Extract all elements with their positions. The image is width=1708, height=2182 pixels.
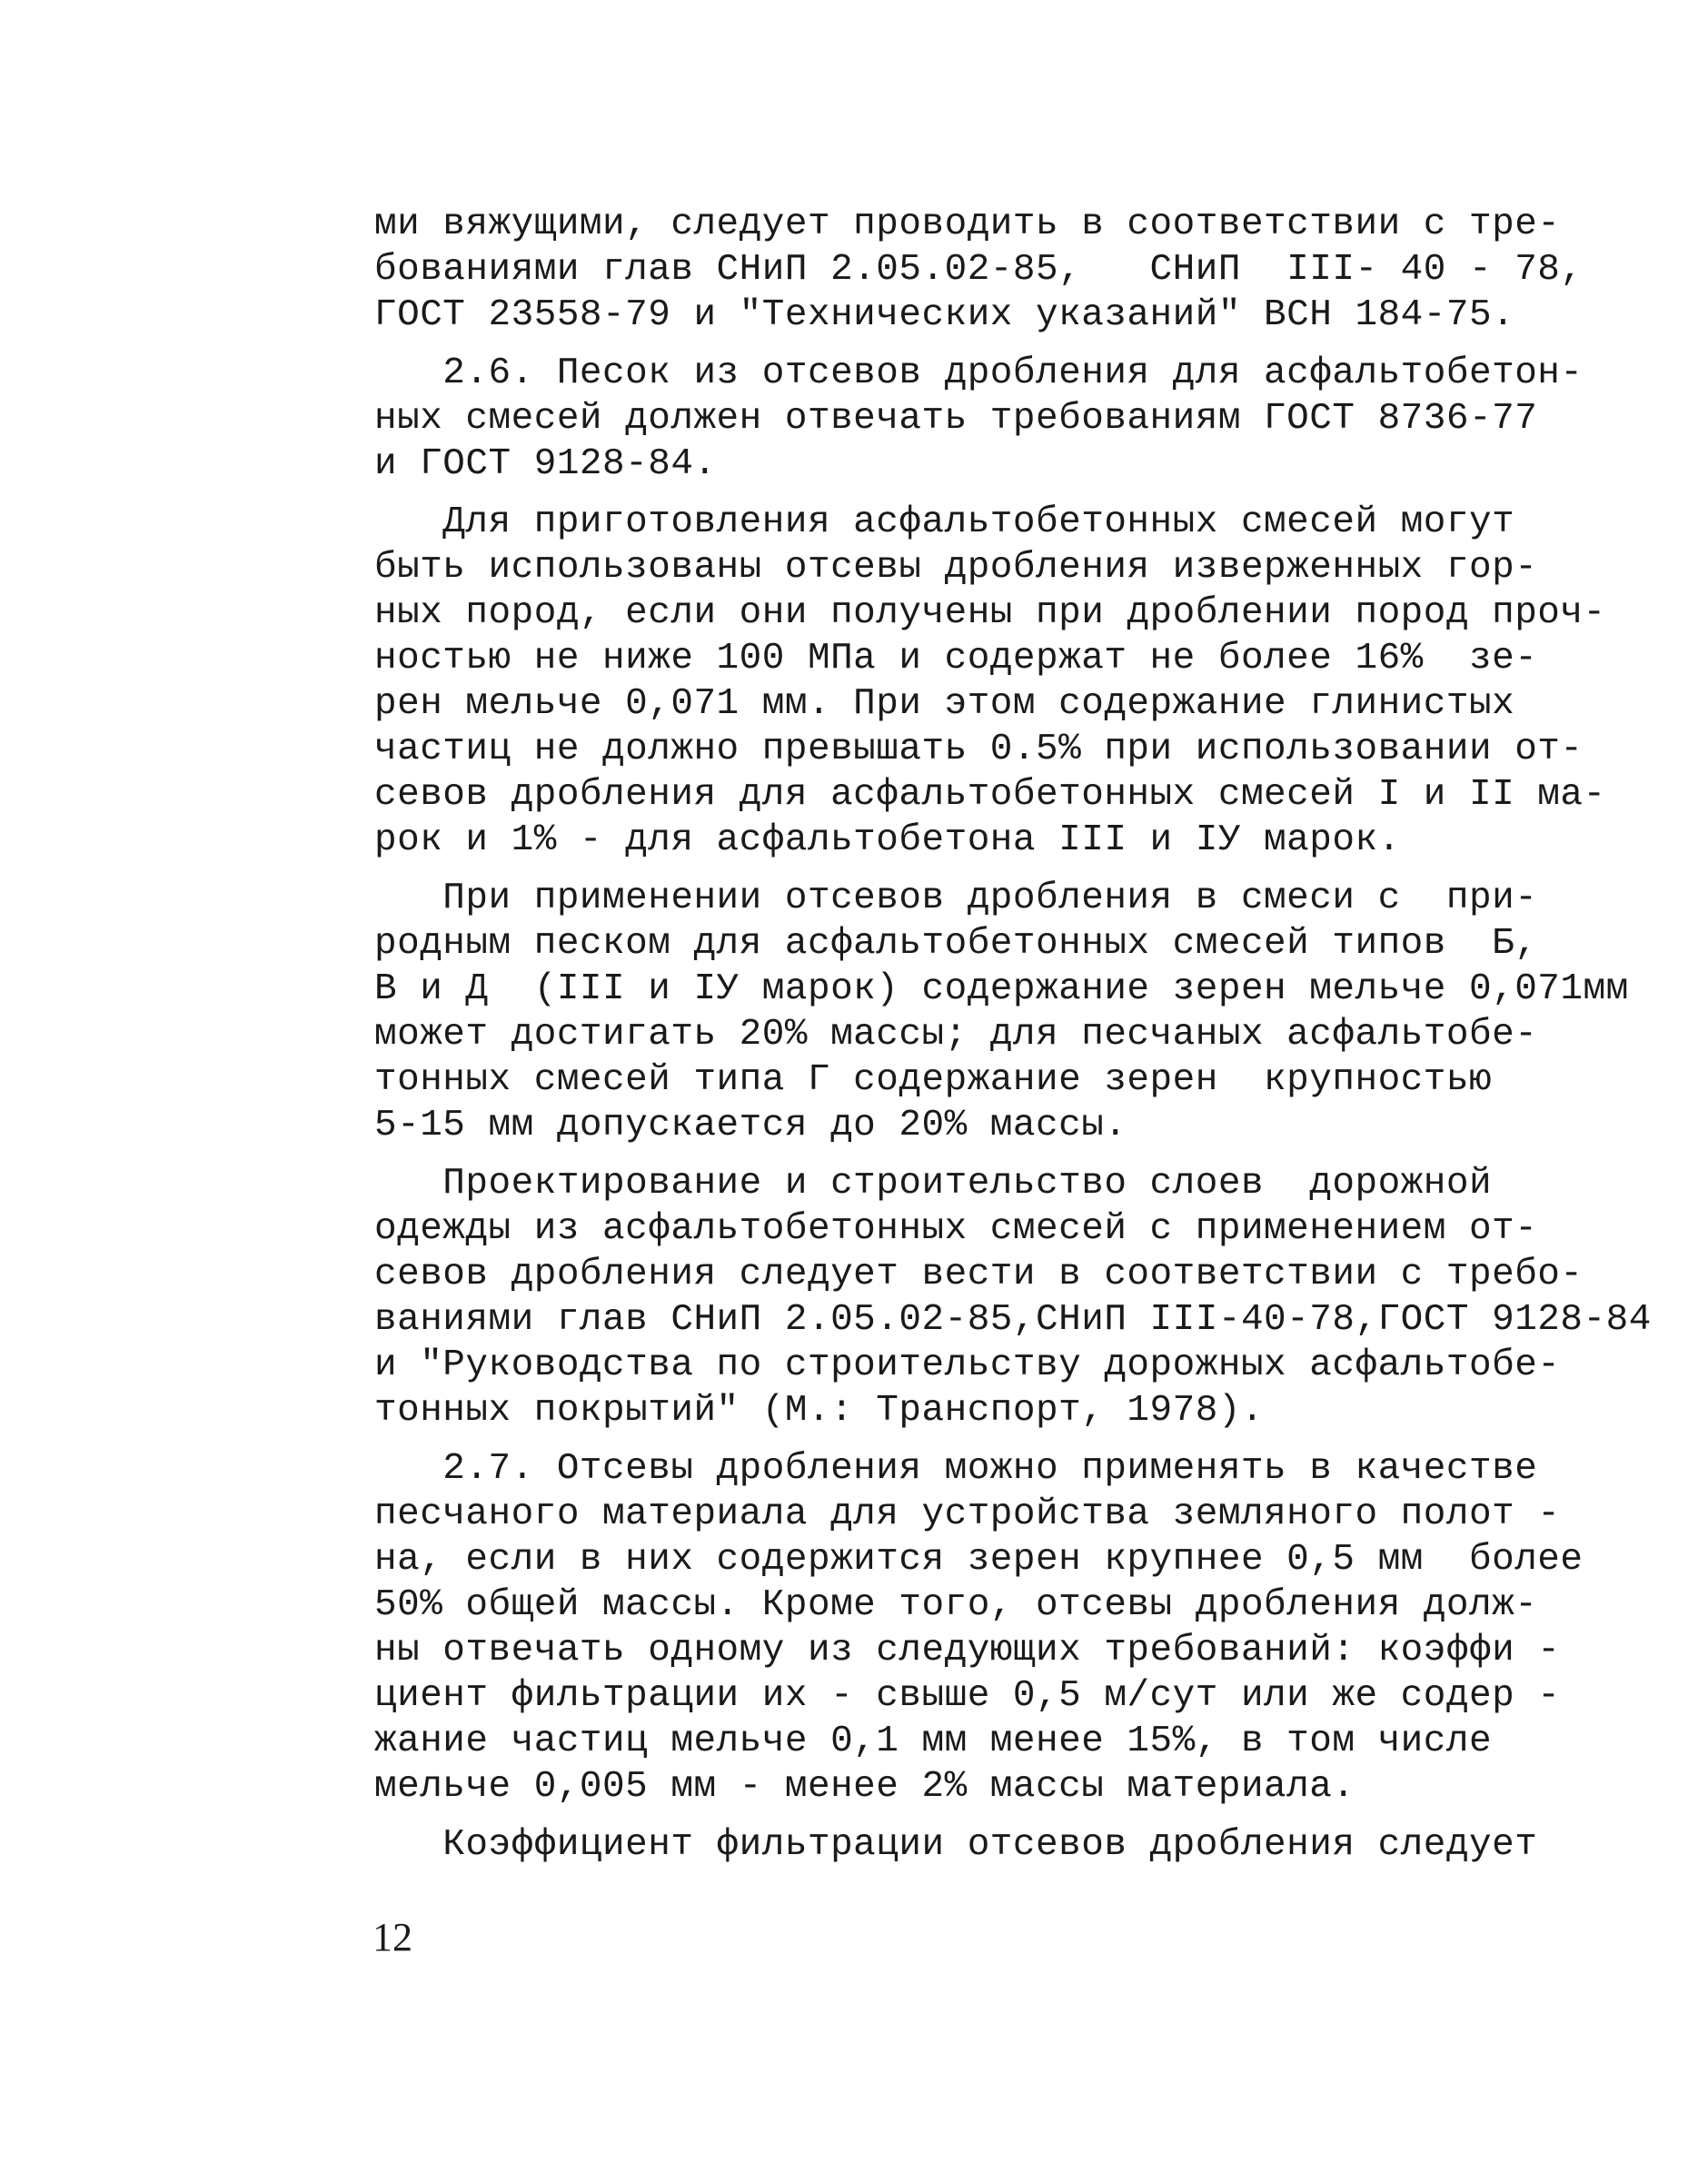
text-line: ны отвечать одному из следующих требований: коэффи - [374,1630,1561,1671]
text-line: и "Руководства по строительству дорожных асфальтобе- [374,1344,1561,1386]
paragraph-2-6 [374,351,1584,487]
text-line: ми вяжущими, следует проводить в соответствии с тре- [374,203,1561,245]
paragraph-mixing [374,876,1629,1148]
text-line: рен мельче 0,071 мм. При этом содержание глинистых [374,683,1515,725]
text-line: бованиями глав СНиП 2.05.02-85, СНиП III- 40 - 78, [374,249,1584,291]
text-line: При применении отсевов дробления в смеси с при- [374,878,1538,919]
text-line: ностью не ниже 100 МПа и содержат не более 16% зе- [374,638,1538,679]
text-line: севов дробления для асфальтобетонных смесей I и II ма- [374,774,1606,816]
paragraph-preparation [374,500,1606,863]
text-line: быть использованы отсевы дробления изверженных гор- [374,547,1538,589]
text-line: Проектирование и строительство слоев дорожной [374,1163,1493,1205]
text-line: ных смесей должен отвечать требованиям ГОСТ 8736-77 [374,398,1538,440]
text-line: В и Д (III и IУ марок) содержание зерен мельче 0,071мм [374,968,1629,1010]
text-line: 2.7. Отсевы дробления можно применять в качестве [374,1448,1538,1490]
text-line: Коэффициент фильтрации отсевов дробления следует [374,1824,1538,1866]
text-line: ваниями глав СНиП 2.05.02-85,СНиП III-40-78,ГОСТ 9128-84 [374,1299,1652,1341]
text-line: 2.6. Песок из отсевов дробления для асфальтобетон- [374,352,1584,394]
text-line: частиц не должно превышать 0.5% при использовании от- [374,729,1584,770]
paragraph-design [374,1161,1652,1433]
text-line: Для приготовления асфальтобетонных смесей могут [374,501,1515,543]
text-line: песчаного материала для устройства земляного полот - [374,1493,1561,1535]
paragraph-2-7 [374,1446,1584,1810]
page-number: 12 [372,1915,412,1959]
text-line: севов дробления следует вести в соответствии с требо- [374,1254,1584,1295]
text-line: жание частиц мельче 0,1 мм менее 15%, в том числе [374,1721,1493,1762]
text-line: мельче 0,005 мм - менее 2% массы материала. [374,1766,1355,1808]
text-line: ГОСТ 23558-79 и "Технических указаний" ВСН 184-75. [374,294,1515,336]
text-line: может достигать 20% массы; для песчаных асфальтобе- [374,1014,1538,1056]
paragraph-continuation [374,202,1584,338]
paragraph-filtration [374,1822,1555,1868]
text-line: тонных смесей типа Г содержание зерен крупностью [374,1059,1493,1101]
text-line: на, если в них содержится зерен крупнее 0,5 мм более [374,1539,1584,1581]
text-line: рок и 1% - для асфальтобетона III и IУ марок. [374,819,1401,861]
text-line: циент фильтрации их - свыше 0,5 м/сут или же содер - [374,1675,1561,1717]
text-line: и ГОСТ 9128-84. [374,443,717,485]
text-line: родным песком для асфальтобетонных смесей типов Б, [374,923,1538,965]
text-line: ных пород, если они получены при дроблении пород проч- [374,592,1606,634]
text-line: 50% общей массы. Кроме того, отсевы дробления долж- [374,1584,1538,1626]
text-line: 5-15 мм допускается до 20% массы. [374,1105,1127,1146]
text-line: одежды из асфальтобетонных смесей с применением от- [374,1208,1538,1250]
body-text [374,202,1652,1868]
text-line: тонных покрытий" (М.: Транспорт, 1978). [374,1390,1265,1432]
